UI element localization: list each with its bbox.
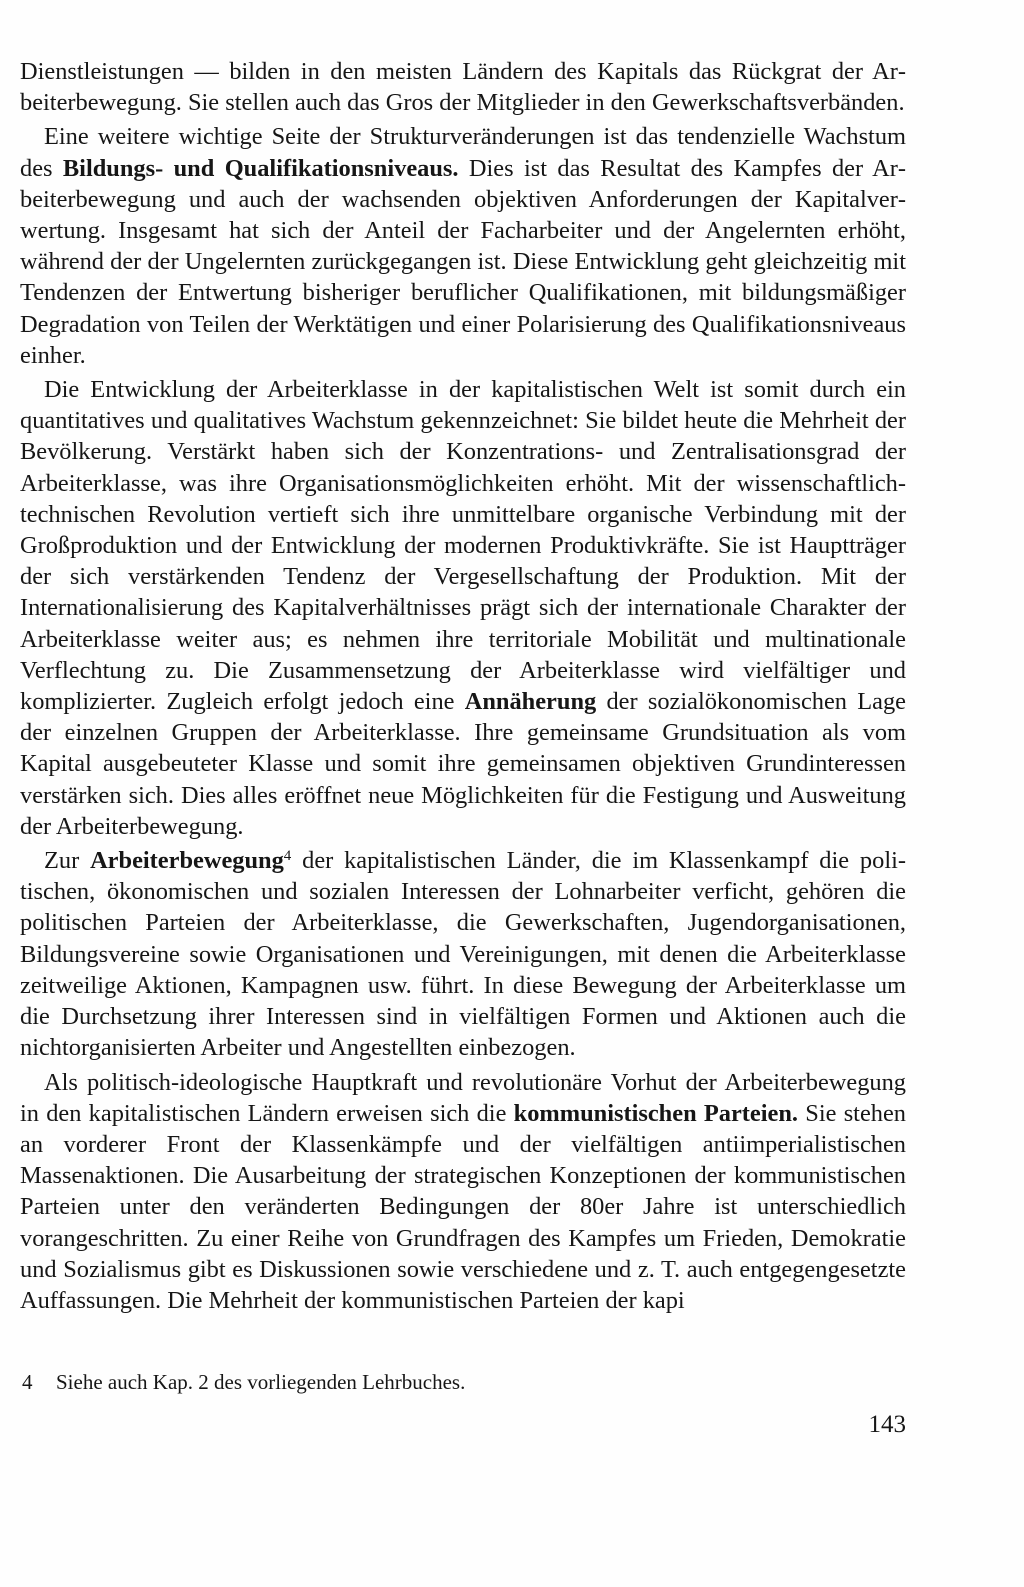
emphasized-term: Arbeiterbewegung <box>90 847 284 875</box>
emphasized-term: kommunistischen Parteien. <box>513 1099 799 1127</box>
footnote-number: 4 <box>22 1370 33 1394</box>
text-run: der sozialökonomischen Lage der einzelnen Gruppen der Arbeiterklasse. Ihre gemeinsame Grundsituation als vom Kapital ausgebeuteter Klasse und somit ihre gemeinsamen objektiven Grundinteressen verstärken sich. Dies alles eröffnet neue Möglichkeiten für die Festigung und Ausweitung der Arbeiterbewegung. <box>20 688 906 840</box>
paragraph <box>20 121 906 371</box>
footnote-text: Siehe auch Kap. 2 des vorliegenden Lehrbuches. <box>56 1370 466 1394</box>
text-run: Dies ist das Resultat des Kampfes der Arbeiterbewegung und auch der wachsenden objektiven Anforderungen der Kapitalverwertung. Insgesamt hat sich der Anteil der Facharbeiter und der Angelernten erhöht, während der der Ungelernten zurückgegangen ist. Diese Entwicklung geht gleichzeitig mit Tendenzen der Entwertung bisheriger beruflicher Qualifikationen, mit bildungsmäßiger Degradation von Teilen der Werktätigen und einer Polarisierung des Qualifikationsniveaus einher. <box>20 154 906 369</box>
text-run: Eine weitere wichtige Seite der Strukturveränderungen ist das tendenzielle Wachstum des <box>20 123 906 182</box>
emphasized-term: Annäherung <box>464 688 597 716</box>
body-text <box>20 56 906 1316</box>
footnote <box>22 1368 902 1396</box>
paragraph <box>20 1067 906 1317</box>
paragraph <box>20 56 906 118</box>
paragraph <box>20 845 906 1063</box>
emphasized-term: Bildungs- und Qualifikationsniveaus. <box>62 154 459 182</box>
text-run: Die Entwicklung der Arbeiterklasse in der kapitalistischen Welt ist somit durch ein quantitatives und qualitatives Wachstum gekennzeichnet: Sie bildet heute die Mehrheit der Bevölkerung. Verstärkt haben sich der Konzentrations- und Zentralisationsgrad der Arbeiterklasse, was ihre Organisationsmöglichkeiten erhöht. Mit der wissenschaftlich-technischen Revolution vertieft sich ihre unmittelbare organische Verbindung mit der Großproduktion und der Entwicklung der modernen Produktivkräfte. Sie ist Hauptträger der sich verstärkenden Tendenz der Vergesellschaftung der Produktion. Mit der Internationalisierung des Kapitalverhältnisses prägt sich der internationale Charakter der Arbeiterklasse weiter aus; es nehmen ihre territoriale Mobilität und multinationale Verflechtung zu. Die Zusammensetzung der Arbeiterklasse wird vielfältiger und komplizierter. Zugleich erfolgt jedoch eine <box>20 376 906 716</box>
text-run: der kapitalistischen Länder, die im Klassenkampf die politischen, ökonomischen und sozialen Interessen der Lohnarbeiter verficht, gehören die politischen Parteien der Arbeiterklasse, die Gewerkschaften, Jugendorganisationen, Bildungsvereine sowie Organisationen und Vereinigungen, mit denen die Arbeiterklasse zeitweilige Aktionen, Kampagnen usw. führt. In diese Bewegung der Arbeiterklasse um die Durchsetzung ihrer Interessen sind in vielfältigen Formen und Aktionen auch die nichtorganisierten Arbeiter und Angestellten einbezogen. <box>20 847 906 1062</box>
page-number: 143 <box>868 1411 906 1438</box>
paragraph <box>20 374 906 842</box>
footnote-reference: 4 <box>283 848 292 865</box>
text-run: Sie stehen an vorderer Front der Klassenkämpfe und der vielfältigen antiimperialistischen Massenaktionen. Die Ausarbeitung der strategischen Konzeptionen der kommunistischen Parteien unter den veränderten Bedingungen der 80er Jahre ist unterschiedlich vorangeschritten. Zu einer Reihe von Grundfragen des Kampfes um Frieden, Demokratie und Sozialismus gibt es Diskussionen sowie verschiedene und z. T. auch entgegengesetzte Auffassungen. Die Mehrheit der kommunistischen Parteien der kapi <box>20 1099 907 1314</box>
text-run: Als politisch-ideologische Hauptkraft und revolutionäre Vorhut der Arbeiterbewegung in den kapitalistischen Ländern erweisen sich die <box>20 1068 906 1127</box>
text-run: Dienstleistungen — bilden in den meisten Ländern des Kapitals das Rückgrat der Arbeiterbewegung. Sie stellen auch das Gros der Mitglieder in den Gewerkschaftsverbänden. <box>20 58 906 117</box>
text-run: Zur <box>44 847 91 875</box>
